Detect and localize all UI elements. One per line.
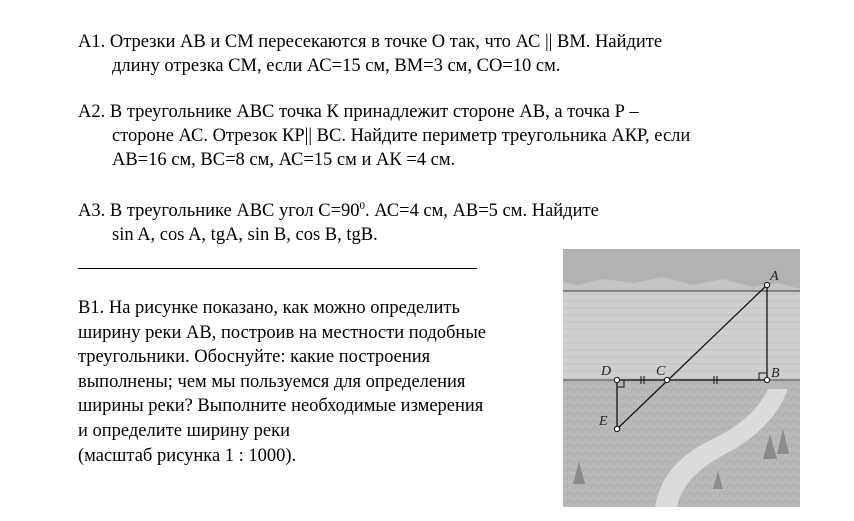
problem-a2-line-2: стороне АС. Отрезок КР|| ВС. Найдите периметр треугольника АКР, если: [112, 126, 691, 146]
problem-a3-line-1-text: А3. В треугольнике АВС угол С=90: [78, 201, 360, 221]
problem-a1-line-1: A1. Отрезки АВ и СМ пересекаются в точке О так, что АС || ВМ. Найдите: [78, 32, 663, 52]
section-separator: [78, 268, 477, 269]
point-a: [764, 282, 769, 287]
problem-a3-line-1-tail: . АС=4 см, АВ=5 см. Найдите: [365, 201, 599, 221]
degree-superscript: 0: [359, 200, 366, 212]
problem-a3: [78, 199, 599, 247]
problem-b1: [78, 296, 486, 468]
problem-b1-line-6: и определите ширину реки: [78, 420, 290, 441]
label-d: D: [601, 364, 612, 379]
problem-b1-line-3: треугольники. Обоснуйте: какие построения: [78, 347, 431, 368]
label-b: B: [771, 366, 780, 381]
problem-a1-line-2: длину отрезка СМ, если АС=15 см, ВМ=3 см, СО=10 см.: [112, 56, 561, 76]
problem-a3-line-2: sin A, cos A, tgA, sin B, cos B, tgB.: [112, 225, 378, 245]
problem-b1-line-2: ширину реки АВ, построив на местности подобные: [78, 322, 486, 343]
point-b: [764, 377, 769, 382]
problem-b1-line-1: В1. На рисунке показано, как можно определить: [78, 298, 460, 318]
label-c: C: [656, 364, 666, 379]
problem-a2-line-3: АВ=16 см, ВС=8 см, АС=15 см и АК =4 см.: [112, 150, 456, 170]
problem-b1-line-7: (масштаб рисунка 1 : 1000).: [78, 445, 297, 466]
label-a: A: [770, 269, 779, 284]
label-e: E: [599, 414, 608, 429]
problem-a2: [78, 100, 690, 172]
point-e: [614, 426, 619, 431]
problem-b1-line-5: ширины реки? Выполните необходимые измерения: [78, 396, 484, 417]
problem-a1: [78, 30, 662, 78]
problem-a3-line-1: [78, 199, 599, 223]
problem-b1-line-4: выполнены; чем мы пользуемся для определения: [78, 371, 466, 392]
problem-a2-line-1: А2. В треугольнике АВС точка К принадлежит стороне АВ, а точка Р –: [78, 102, 639, 122]
point-d: [614, 377, 619, 382]
river-width-figure: [563, 249, 800, 507]
